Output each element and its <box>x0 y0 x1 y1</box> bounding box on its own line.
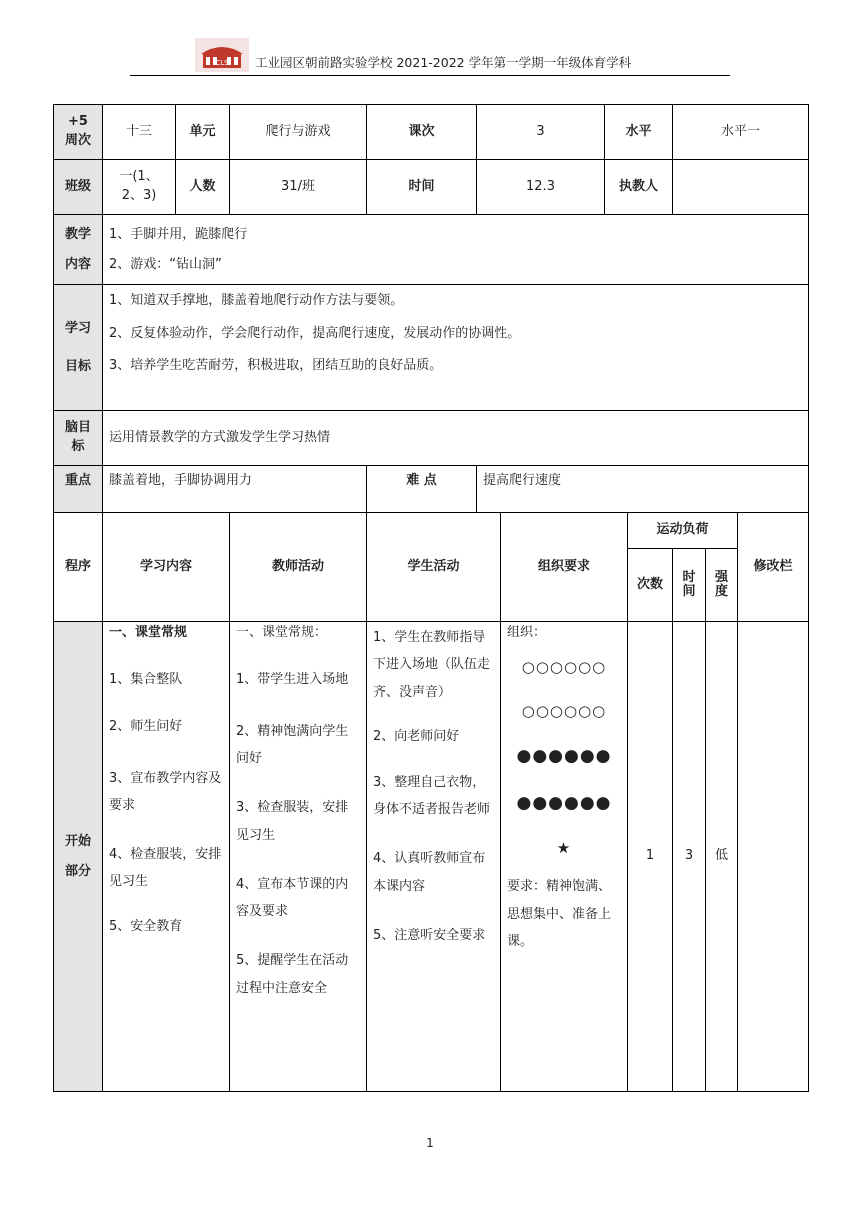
lesson-value: 3 <box>477 105 605 160</box>
head-load-count: 次数 <box>628 549 673 622</box>
content-label-2: 内容 <box>64 256 91 272</box>
class-label: 班级 <box>54 160 103 215</box>
key-row <box>54 466 809 513</box>
level-label: 水平 <box>605 105 673 160</box>
head-load: 运动负荷 <box>628 513 738 549</box>
head-load-time: 时间 <box>673 549 706 622</box>
teacher-item: 一、课堂常规： <box>236 625 328 640</box>
time-value: 12.3 <box>477 160 605 215</box>
head-order: 程序 <box>54 513 103 622</box>
student-item: 3、整理自己衣物，身体不适者报告老师 <box>373 774 491 818</box>
info-row-2 <box>54 160 809 215</box>
brain-row <box>54 411 809 466</box>
goal-item: 3、培养学生吃苦耐劳，积极进取，团结互助的良好品质。 <box>109 358 443 373</box>
start-org <box>501 622 628 1092</box>
content-label-1: 教学 <box>64 226 91 242</box>
key-text: 膝盖着地，手脚协调用力 <box>103 466 367 513</box>
start-row <box>54 622 809 1092</box>
goals-label <box>54 285 103 411</box>
goals-label-2: 目标 <box>64 358 91 374</box>
revise-cell <box>738 622 809 1092</box>
learning-item: 5、安全教育 <box>109 918 183 934</box>
goals-text <box>103 285 809 411</box>
brain-label <box>54 411 103 466</box>
level-value: 水平一 <box>673 105 809 160</box>
learning-item: 4、检查服装，安排见习生 <box>109 847 222 890</box>
week-value: 十三 <box>103 105 176 160</box>
student-item: 4、认真听教师宣布本课内容 <box>373 851 486 894</box>
teacher-item: 5、提醒学生在活动过程中注意安全 <box>236 953 349 996</box>
start-learning <box>103 622 230 1092</box>
school-logo <box>195 38 249 72</box>
start-teacher <box>230 622 367 1092</box>
page-header <box>195 38 735 74</box>
key-label: 重点 <box>54 466 103 513</box>
start-student <box>367 622 501 1092</box>
class-value: 一(1、2、3) <box>103 160 176 215</box>
teacher-item: 4、宣布本节课的内容及要求 <box>236 876 349 920</box>
start-phase-1: 开始 <box>64 833 91 849</box>
head-learning: 学习内容 <box>103 513 230 622</box>
org-title: 组织： <box>507 625 547 640</box>
header-title: 工业园区朝前路实验学校 2021-2022 学年第一学期一年级体育学科 <box>255 55 632 70</box>
learning-item: 3、宣布教学内容及要求 <box>109 770 222 813</box>
load-time-value: 3 <box>673 622 706 1092</box>
header-rule <box>130 75 730 76</box>
start-phase-label <box>54 622 103 1092</box>
content-item: 2、游戏：“钻山洞” <box>109 256 222 272</box>
info-row-1 <box>54 105 809 160</box>
formation-row-hollow: ○○○○○○ <box>521 701 607 720</box>
teacher-item: 2、精神饱满向学生问好 <box>236 723 349 766</box>
goal-item: 1、知道双手撑地，膝盖着地爬行动作方法与要领。 <box>109 293 404 308</box>
learning-item: 1、集合整队 <box>109 671 183 687</box>
student-item: 1、学生在教师指导下进入场地（队伍走齐、没声音） <box>373 630 491 700</box>
lesson-label: 课次 <box>367 105 477 160</box>
brain-label-2: 标 <box>71 439 85 454</box>
unit-label: 单元 <box>176 105 230 160</box>
learning-item: 2、师生问好 <box>109 718 183 734</box>
student-item: 5、注意听安全要求 <box>373 927 486 943</box>
load-intensity-value: 低 <box>706 622 738 1092</box>
goal-item: 2、反复体验动作，学会爬行动作，提高爬行速度，发展动作的协调性。 <box>109 325 521 341</box>
teacher-star-icon: ★ <box>556 838 572 857</box>
load-count-value: 1 <box>628 622 673 1092</box>
week-label: +5 周次 <box>54 105 103 160</box>
head-org: 组织要求 <box>501 513 628 622</box>
difficulty-label: 难 点 <box>367 466 477 513</box>
brain-label-1: 脑目 <box>64 420 91 436</box>
unit-value: 爬行与游戏 <box>230 105 367 160</box>
head-row-1 <box>54 513 809 549</box>
difficulty-text: 提高爬行速度 <box>477 466 809 513</box>
head-teacher: 教师活动 <box>230 513 367 622</box>
content-label <box>54 215 103 285</box>
head-revise: 修改栏 <box>738 513 809 622</box>
count-label: 人数 <box>176 160 230 215</box>
content-item: 1、手脚并用，跪膝爬行 <box>109 226 248 242</box>
teacher-value <box>673 160 809 215</box>
lesson-plan-table <box>53 104 809 1092</box>
formation-row-filled: ●●●●●● <box>516 746 612 767</box>
teacher-item: 3、检查服装，安排见习生 <box>236 800 349 843</box>
head-student: 学生活动 <box>367 513 501 622</box>
formation-row-hollow: ○○○○○○ <box>521 657 607 676</box>
teacher-item: 1、带学生进入场地 <box>236 671 349 687</box>
org-requirement: 要求：精神饱满、思想集中、准备上课。 <box>507 879 612 949</box>
start-phase-2: 部分 <box>64 863 91 879</box>
goals-label-1: 学习 <box>64 320 91 336</box>
content-row <box>54 215 809 285</box>
content-text <box>103 215 809 285</box>
count-value: 31/班 <box>230 160 367 215</box>
formation-row-filled: ●●●●●● <box>516 792 612 813</box>
brain-text: 运用情景教学的方式激发学生学习热情 <box>103 411 809 466</box>
teacher-label: 执教人 <box>605 160 673 215</box>
time-label: 时间 <box>367 160 477 215</box>
student-item: 2、向老师问好 <box>373 728 460 744</box>
learning-item: 一、课堂常规 <box>109 625 188 640</box>
head-load-intensity: 强度 <box>706 549 738 622</box>
logo-text: CLS <box>215 59 229 67</box>
page-number: 1 <box>426 1136 434 1150</box>
goals-row <box>54 285 809 411</box>
